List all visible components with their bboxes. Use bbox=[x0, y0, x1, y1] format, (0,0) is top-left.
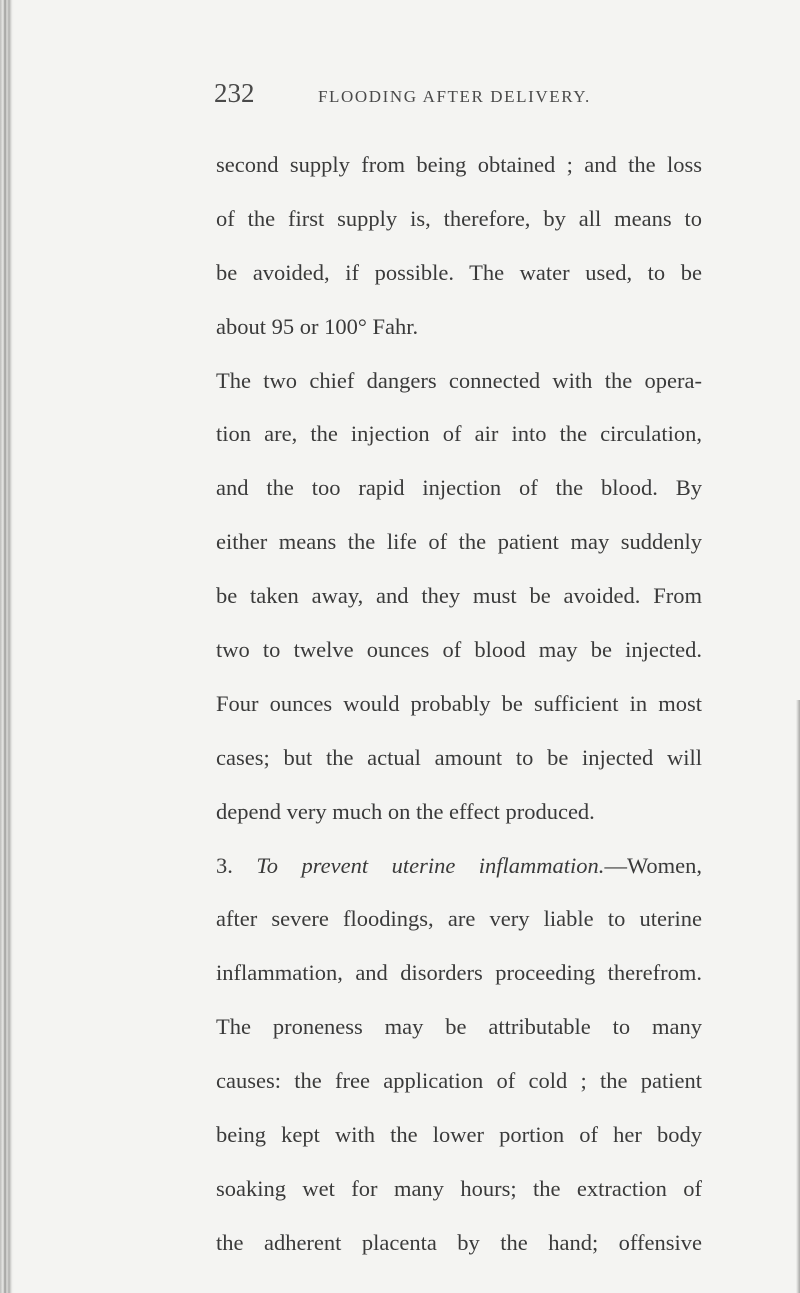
text-line-content: 3. To prevent uterine inflammation.—Women, bbox=[216, 852, 702, 878]
page-edge-left bbox=[0, 0, 14, 1293]
text-line bbox=[216, 471, 702, 525]
text-line bbox=[216, 1226, 702, 1280]
page-number: 232 bbox=[214, 78, 255, 108]
text-line bbox=[216, 687, 702, 741]
text-line bbox=[216, 256, 702, 310]
text-line bbox=[216, 849, 702, 903]
text-line-content: second supply from being obtained ; and the loss bbox=[216, 152, 702, 177]
text-line-content: Four ounces would probably be sufficient in most bbox=[216, 690, 702, 716]
text-line-content: causes: the free application of cold ; the patient bbox=[216, 1068, 702, 1094]
text-line-content: depend very much on the effect produced. bbox=[216, 798, 595, 824]
page-edge-right bbox=[796, 700, 800, 1293]
text-line bbox=[216, 417, 702, 471]
text-line-content: after severe floodings, are very liable to uterine bbox=[216, 906, 702, 932]
text-line bbox=[216, 1172, 702, 1226]
text-line-content: the adherent placenta by the hand; offensive bbox=[216, 1229, 702, 1255]
text-line-content: be taken away, and they must be avoided. From bbox=[216, 583, 702, 609]
text-line bbox=[216, 1064, 702, 1118]
text-line-content: inflammation, and disorders proceeding therefrom. bbox=[216, 960, 702, 986]
text-line-content: and the too rapid injection of the blood. By bbox=[216, 475, 702, 501]
section-heading-italic: To prevent uterine inflammation. bbox=[256, 852, 605, 878]
text-line-content: of the first supply is, therefore, by all means to bbox=[216, 205, 702, 231]
text-line-content: two to twelve ounces of blood may be injected. bbox=[216, 637, 702, 663]
text-line bbox=[216, 1118, 702, 1172]
text-line bbox=[216, 364, 702, 418]
body-text bbox=[216, 148, 702, 1280]
text-line-content: soaking wet for many hours; the extraction of bbox=[216, 1175, 702, 1201]
text-line-content: either means the life of the patient may suddenly bbox=[216, 529, 702, 555]
text-line bbox=[216, 956, 702, 1010]
text-line-content: be avoided, if possible. The water used, to be bbox=[216, 259, 702, 285]
text-line-content: being kept with the lower portion of her body bbox=[216, 1122, 702, 1148]
text-line-content: The two chief dangers connected with the opera- bbox=[216, 367, 702, 393]
text-line bbox=[216, 310, 702, 364]
text-line bbox=[216, 1010, 702, 1064]
text-line bbox=[216, 633, 702, 687]
text-line bbox=[216, 148, 702, 202]
text-line bbox=[216, 741, 702, 795]
text-line bbox=[216, 902, 702, 956]
text-line-content: about 95 or 100° Fahr. bbox=[216, 313, 419, 339]
text-line-content: cases; but the actual amount to be injected will bbox=[216, 744, 702, 770]
running-title: FLOODING AFTER DELIVERY. bbox=[318, 87, 591, 106]
text-line bbox=[216, 795, 702, 849]
text-line bbox=[216, 202, 702, 256]
text-line bbox=[216, 579, 702, 633]
text-line bbox=[216, 525, 702, 579]
text-line-content: The proneness may be attributable to many bbox=[216, 1014, 702, 1040]
text-line-content: tion are, the injection of air into the circulation, bbox=[216, 421, 702, 447]
